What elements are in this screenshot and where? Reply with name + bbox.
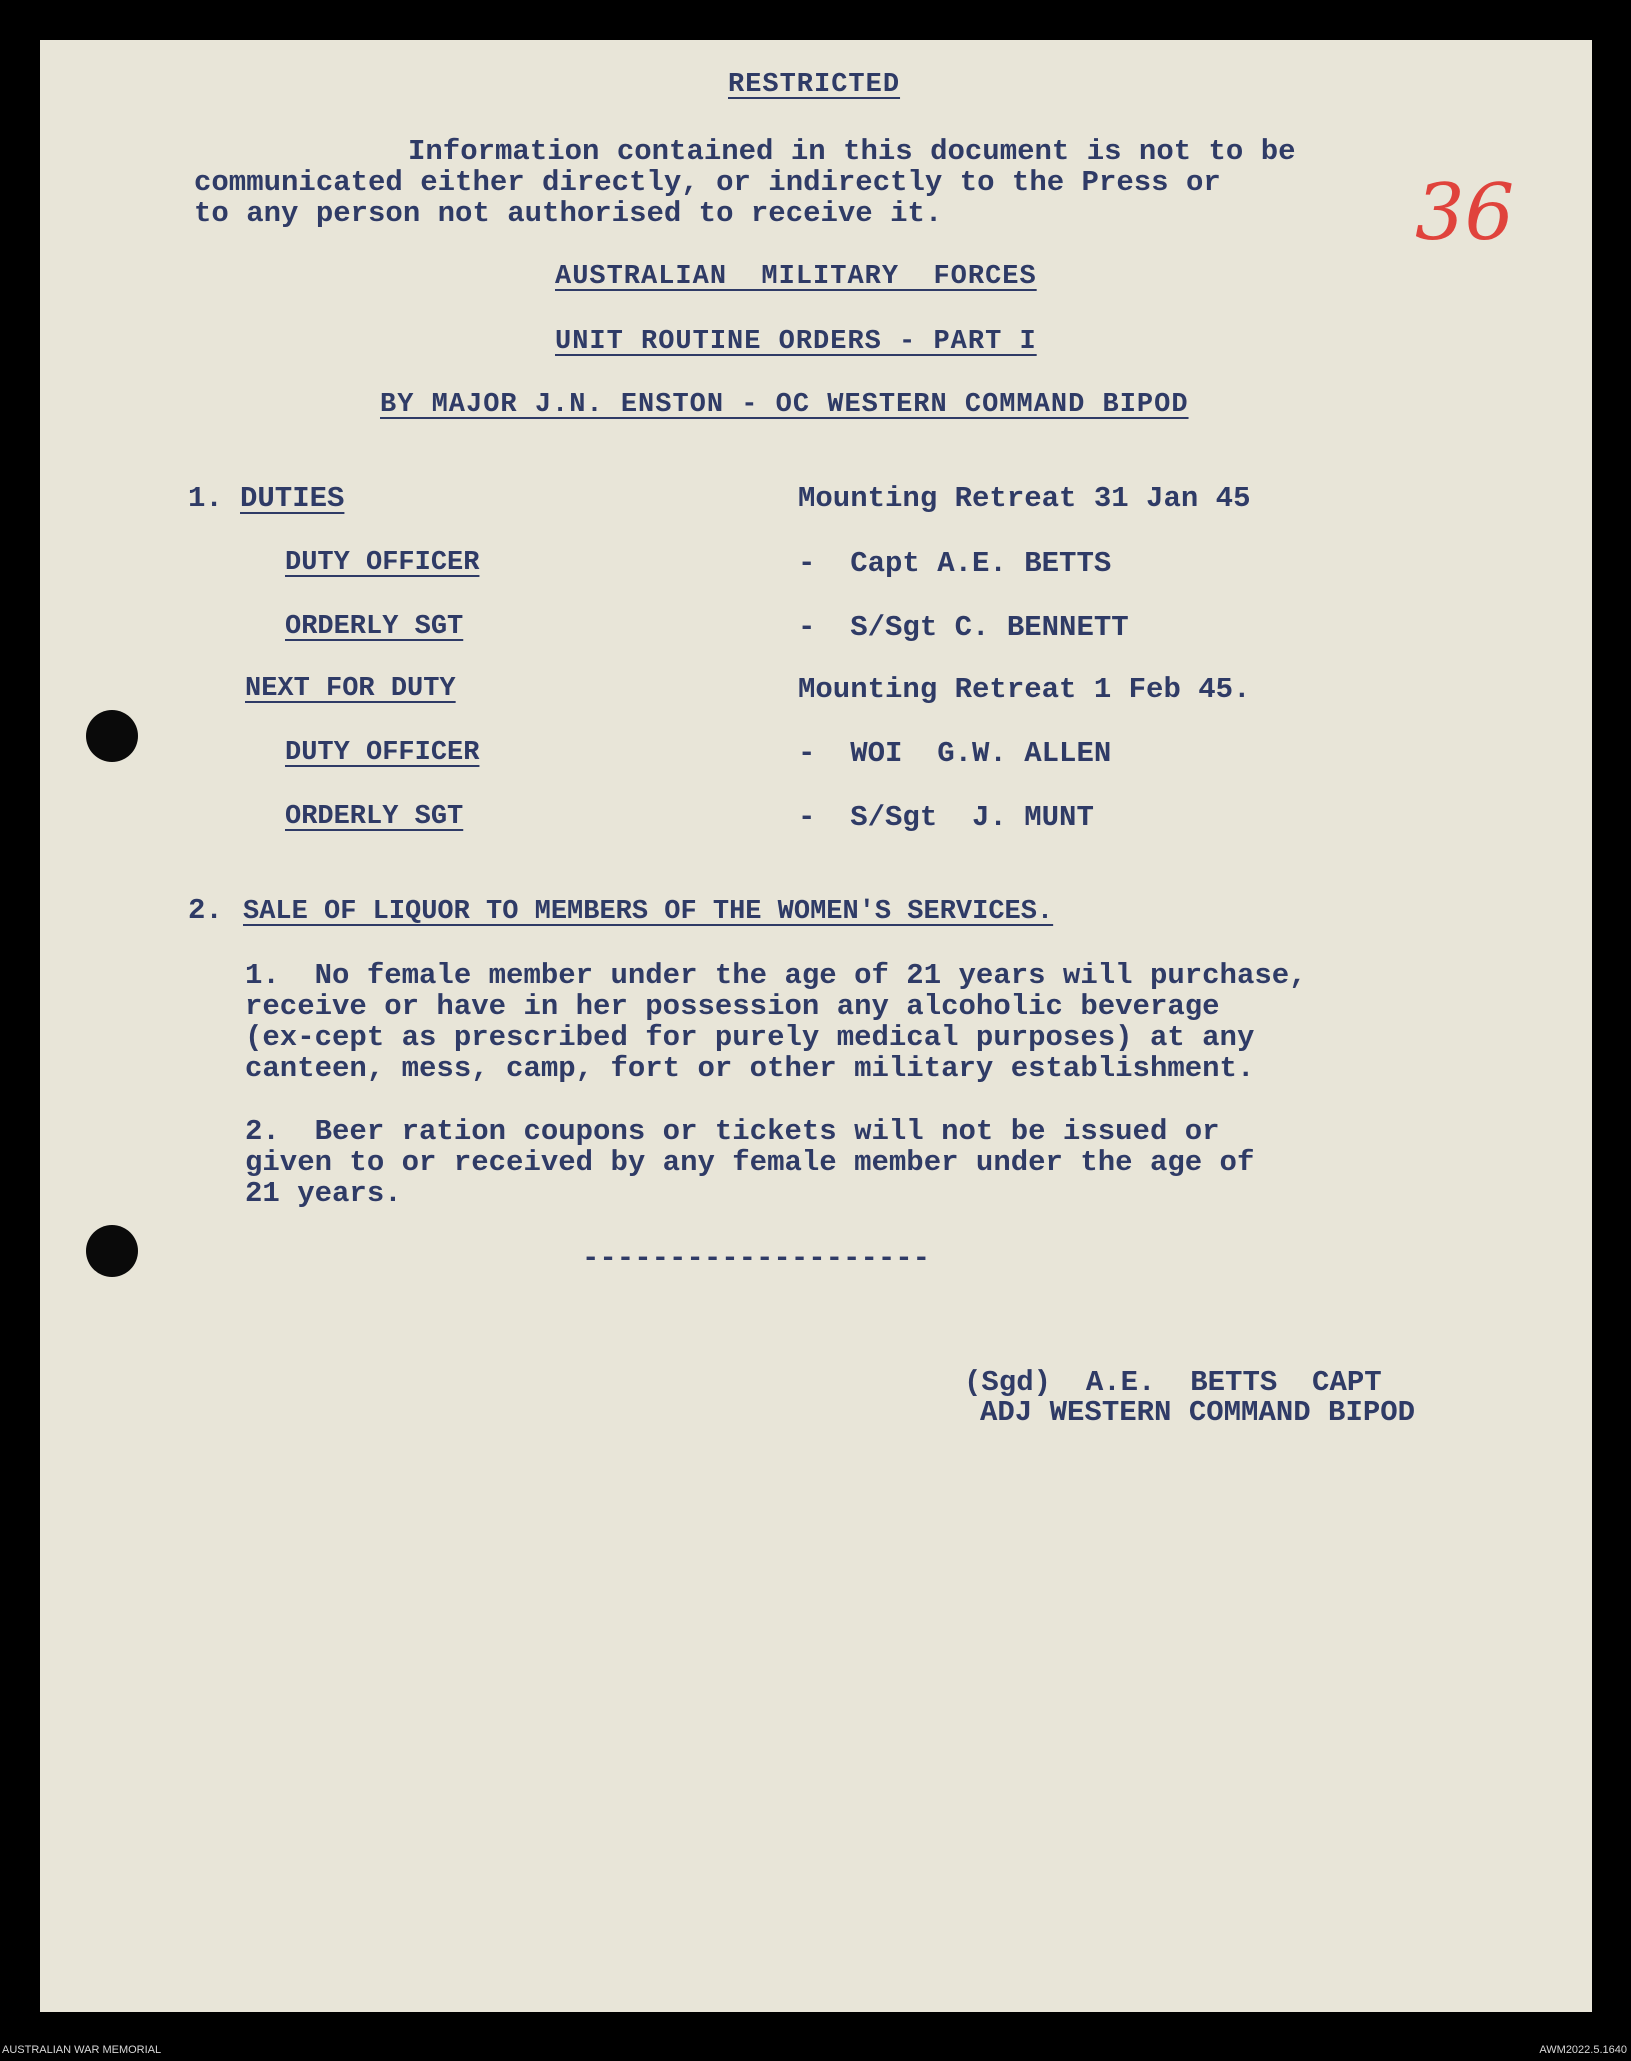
notice-line-3: to any person not authorised to receive it.	[194, 197, 943, 230]
section2-number: 2.	[188, 894, 223, 927]
duty-name: - WOI G.W. ALLEN	[798, 737, 1112, 770]
footer-archive-name: AUSTRALIAN WAR MEMORIAL	[2, 2044, 162, 2056]
punch-hole	[86, 1225, 138, 1277]
section2-para2-line2: given to or received by any female member under the age of	[245, 1146, 1255, 1179]
signature-line-2: ADJ WESTERN COMMAND BIPOD	[980, 1396, 1416, 1429]
next-for-duty-heading: NEXT FOR DUTY	[245, 674, 456, 704]
section2-para1-line3: (ex-cept as prescribed for purely medical purposes) at any	[245, 1021, 1255, 1054]
section2-heading: SALE OF LIQUOR TO MEMBERS OF THE WOMEN'S SERVICES.	[243, 897, 1054, 927]
orders-title: UNIT ROUTINE ORDERS - PART I	[555, 327, 1037, 357]
footer-archive-id: AWM2022.5.1640	[1539, 2044, 1627, 2056]
document-page	[40, 40, 1592, 2012]
duty-role: DUTY OFFICER	[285, 738, 480, 768]
punch-hole	[86, 710, 138, 762]
duty-name: - S/Sgt C. BENNETT	[798, 611, 1129, 644]
section2-para2-line3: 21 years.	[245, 1177, 402, 1210]
page-number-annotation: 36	[1415, 168, 1515, 258]
section2-para1-line4: canteen, mess, camp, fort or other military establishment.	[245, 1052, 1255, 1085]
classification-heading: RESTRICTED	[728, 70, 901, 100]
section1-mounting: Mounting Retreat 31 Jan 45	[798, 482, 1251, 515]
signature-line-1: (Sgd) A.E. BETTS CAPT	[964, 1366, 1382, 1399]
section1-heading: DUTIES	[240, 482, 345, 515]
duty-role: ORDERLY SGT	[285, 802, 464, 832]
separator-line: --------------------	[582, 1242, 931, 1275]
section2-para2-line1: 2. Beer ration coupons or tickets will not be issued or	[245, 1115, 1220, 1148]
duty-name: - S/Sgt J. MUNT	[798, 801, 1094, 834]
section1-number: 1.	[188, 482, 223, 515]
next-mounting: Mounting Retreat 1 Feb 45.	[798, 673, 1251, 706]
notice-line-1: Information contained in this document is not to be	[408, 135, 1296, 168]
duty-name: - Capt A.E. BETTS	[798, 547, 1112, 580]
notice-line-2: communicated either directly, or indirectly to the Press or	[194, 166, 1221, 199]
section2-para1-line2: receive or have in her possession any alcoholic beverage	[245, 990, 1220, 1023]
section2-para1-line1: 1. No female member under the age of 21 years will purchase,	[245, 959, 1307, 992]
by-line: BY MAJOR J.N. ENSTON - OC WESTERN COMMAND BIPOD	[380, 390, 1189, 420]
duty-role: DUTY OFFICER	[285, 548, 480, 578]
duty-role: ORDERLY SGT	[285, 612, 464, 642]
forces-title: AUSTRALIAN MILITARY FORCES	[555, 262, 1037, 292]
